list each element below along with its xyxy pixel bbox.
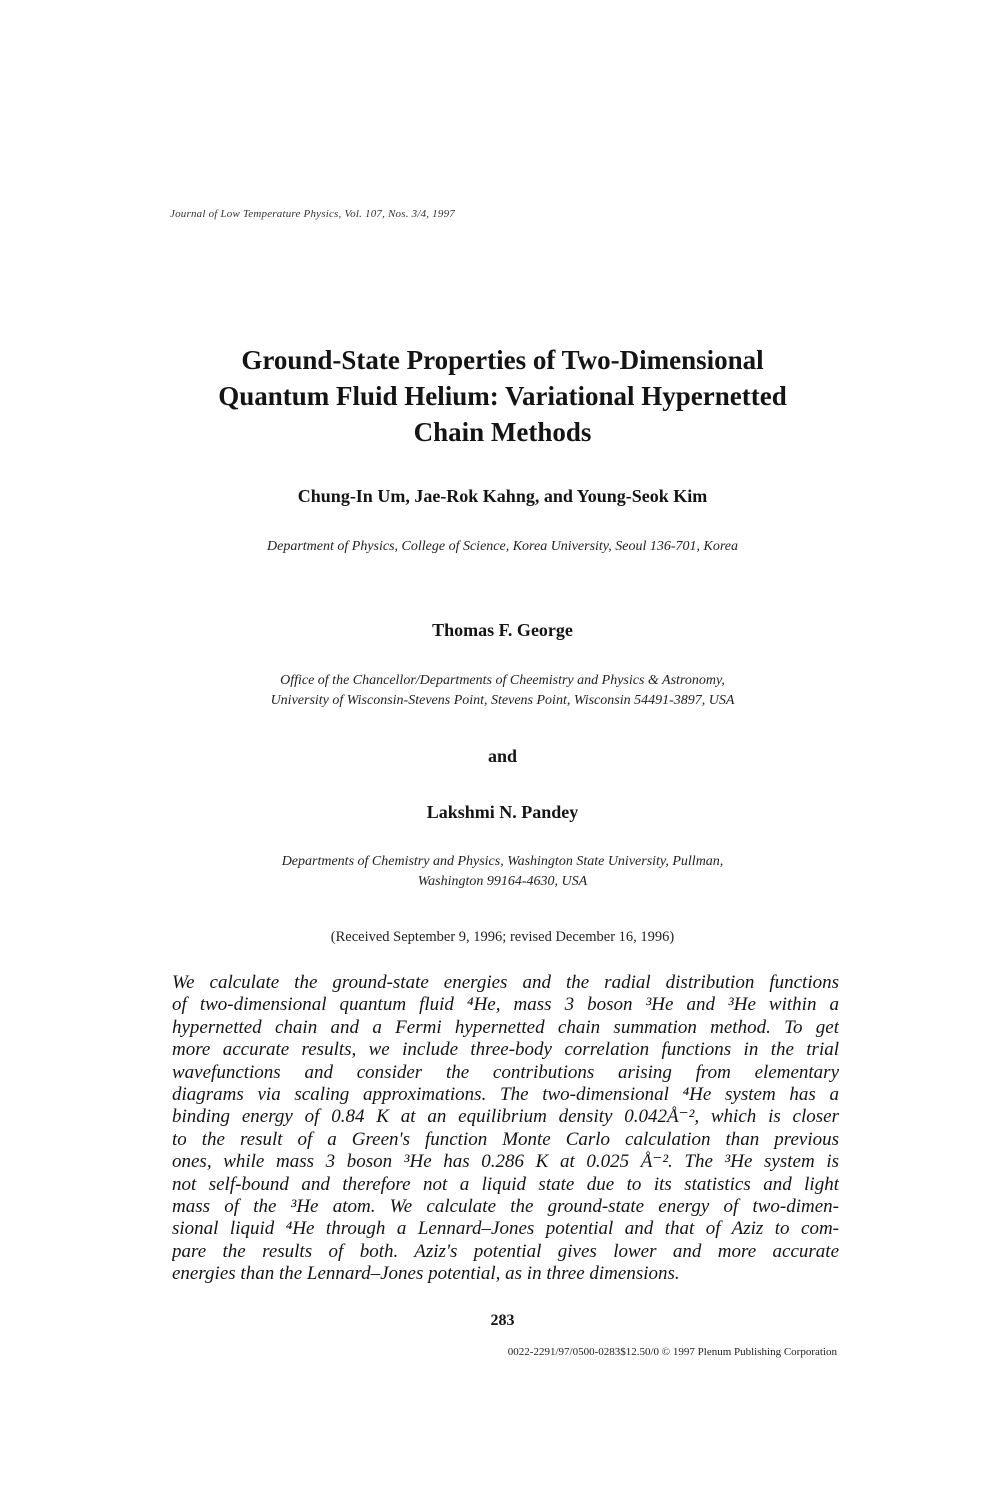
author-pandey: Lakshmi N. Pandey	[426, 802, 579, 822]
copyright-footer: 0022-2291/97/0500-0283$12.50/0 © 1997 Plenum Publishing Corporation	[507, 1346, 837, 1358]
abstract-line: sional liquid ⁴He through a Lennard–Jones potential and that of Aziz to com-	[172, 1218, 839, 1240]
journal-citation: Journal of Low Temperature Physics, Vol. 107, Nos. 3/4, 1997	[170, 208, 455, 220]
author-george: Thomas F. George	[432, 620, 573, 640]
abstract-line: not self-bound and therefore not a liquid state due to its statistics and light	[172, 1173, 839, 1195]
title-line: Chain Methods	[413, 417, 592, 447]
affiliation-line: University of Wisconsin-Stevens Point, Stevens Point, Wisconsin 54491-3897, USA	[270, 693, 735, 708]
affiliation-line: Office of the Chancellor/Departments of Cheemistry and Physics & Astronomy,	[280, 673, 725, 688]
authors-primary: Chung-In Um, Jae-Rok Kahng, and Young-Seok Kim	[297, 486, 708, 506]
affiliation-washington-state	[0, 852, 1005, 892]
abstract-line: We calculate the ground-state energies and the radial distribution functions	[172, 972, 839, 993]
affiliation-line: Departments of Chemistry and Physics, Washington State University, Pullman,	[281, 854, 724, 869]
abstract-line: pare the results of both. Aziz's potential gives lower and more accurate	[172, 1240, 839, 1262]
abstract-line: hypernetted chain and a Fermi hypernetted chain summation method. To get	[172, 1016, 839, 1038]
abstract-line: of two-dimensional quantum fluid ⁴He, mass 3 boson ³He and ³He within a	[172, 994, 839, 1016]
paper-title	[0, 342, 1005, 450]
abstract	[172, 972, 839, 1285]
page-number: 283	[490, 1312, 515, 1329]
abstract-line: wavefunctions and consider the contributions arising from elementary	[172, 1061, 839, 1083]
received-dates: (Received September 9, 1996; revised December 16, 1996)	[330, 929, 675, 945]
abstract-line: ones, while mass 3 boson ³He has 0.286 K at 0.025 Å⁻². The ³He system is	[172, 1151, 839, 1173]
title-line: Quantum Fluid Helium: Variational Hypernetted	[218, 381, 787, 411]
affiliation-korea-university: Department of Physics, College of Science, Korea University, Seoul 136-701, Korea	[267, 539, 738, 554]
title-line: Ground-State Properties of Two-Dimensional	[241, 345, 764, 375]
abstract-line: diagrams via scaling approximations. The two-dimensional ⁴He system has a	[172, 1083, 839, 1105]
affiliation-wisconsin	[0, 671, 1005, 711]
abstract-line: to the result of a Green's function Monte Carlo calculation than previous	[172, 1128, 839, 1150]
author-conjunction: and	[487, 746, 518, 766]
abstract-line: energies than the Lennard–Jones potential, as in three dimensions.	[172, 1263, 680, 1285]
abstract-line: more accurate results, we include three-body correlation functions in the trial	[172, 1039, 839, 1061]
affiliation-line: Washington 99164-4630, USA	[417, 874, 588, 889]
abstract-line: mass of the ³He atom. We calculate the ground-state energy of two-dimen-	[172, 1195, 839, 1217]
abstract-line: binding energy of 0.84 K at an equilibrium density 0.042Å⁻², which is closer	[172, 1106, 839, 1128]
